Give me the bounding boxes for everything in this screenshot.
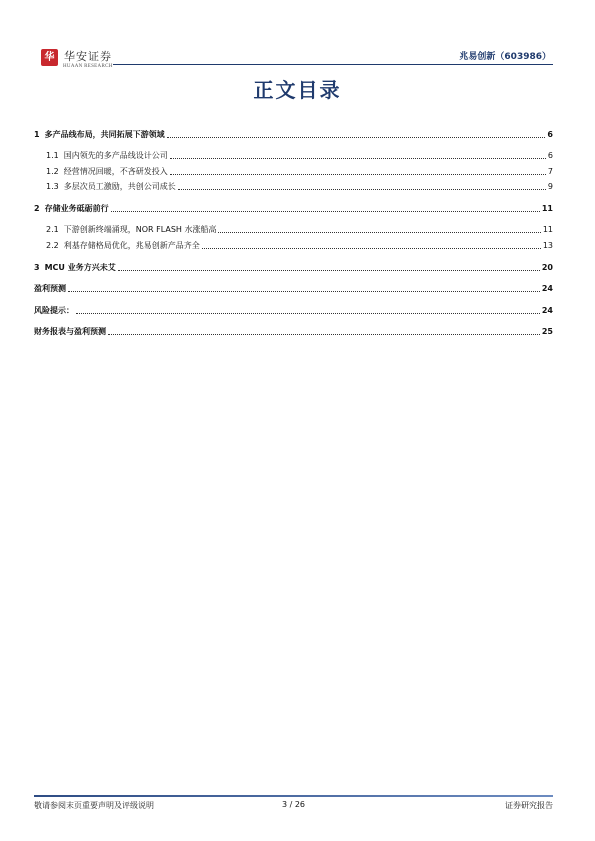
toc-entry[interactable] bbox=[34, 200, 553, 214]
toc-number: 2.2 bbox=[46, 241, 59, 250]
toc-entry[interactable] bbox=[34, 259, 553, 273]
toc-entry[interactable] bbox=[46, 237, 553, 251]
toc-label: 下游创新终端涌现，NOR FLASH 水涨船高 bbox=[63, 225, 217, 234]
toc-label: 多层次员工激励，共创公司成长 bbox=[63, 182, 176, 191]
toc-page: 24 bbox=[541, 306, 553, 315]
page-footer bbox=[34, 800, 553, 814]
header-divider bbox=[113, 64, 553, 65]
logo-text: 华安证券 bbox=[64, 50, 112, 63]
toc-number: 1 bbox=[34, 130, 40, 139]
toc-page: 9 bbox=[547, 182, 553, 191]
toc-label: 经营情况回暖，不吝研发投入 bbox=[63, 167, 168, 176]
toc-number: 2.1 bbox=[46, 225, 59, 234]
toc-label: 财务报表与盈利预测 bbox=[34, 327, 106, 336]
toc-number: 2 bbox=[34, 204, 40, 213]
toc-leader bbox=[170, 173, 546, 175]
toc-entry[interactable] bbox=[34, 280, 553, 294]
footer-divider bbox=[34, 795, 553, 797]
toc-leader bbox=[218, 231, 540, 233]
toc-leader bbox=[118, 269, 540, 271]
toc-page: 25 bbox=[541, 327, 553, 336]
toc-number: 1.1 bbox=[46, 151, 59, 160]
toc-page: 6 bbox=[547, 130, 553, 139]
toc-leader bbox=[167, 136, 546, 138]
page-header bbox=[38, 44, 553, 74]
toc-entry[interactable] bbox=[34, 126, 553, 140]
toc-entry[interactable] bbox=[34, 302, 553, 316]
page-number: 3 / 26 bbox=[281, 800, 306, 809]
toc-leader bbox=[111, 210, 540, 212]
toc-leader bbox=[202, 247, 541, 249]
toc-leader bbox=[76, 312, 540, 314]
toc-page: 24 bbox=[541, 284, 553, 293]
toc-number: 1.3 bbox=[46, 182, 59, 191]
toc-entry[interactable] bbox=[46, 147, 553, 161]
toc-label: 多产品线布局，共同拓展下游领域 bbox=[44, 130, 165, 139]
toc-page: 7 bbox=[547, 167, 553, 176]
report-type: 证券研究报告 bbox=[505, 801, 553, 810]
toc-page: 13 bbox=[542, 241, 553, 250]
toc-page: 20 bbox=[541, 263, 553, 272]
toc-label: 存储业务砥砺前行 bbox=[44, 204, 109, 213]
toc-page: 6 bbox=[547, 151, 553, 160]
toc-page: 11 bbox=[542, 225, 553, 234]
page-title: 正文目录 bbox=[253, 78, 342, 102]
toc-entry[interactable] bbox=[46, 221, 553, 235]
logo-mark-icon: 华 bbox=[41, 49, 58, 66]
footer-disclaimer: 敬请参阅末页重要声明及评级说明 bbox=[34, 801, 154, 810]
toc-number: 1.2 bbox=[46, 167, 59, 176]
logo-subtext: HUAAN RESEARCH bbox=[63, 64, 113, 69]
toc-label: 利基存储格局优化，兆易创新产品齐全 bbox=[63, 241, 200, 250]
toc-leader bbox=[108, 333, 540, 335]
toc-entry[interactable] bbox=[46, 163, 553, 177]
toc-leader bbox=[68, 290, 540, 292]
toc-label: 风险提示： bbox=[34, 306, 74, 315]
toc-label: MCU 业务方兴未艾 bbox=[44, 263, 116, 272]
toc-leader bbox=[170, 157, 546, 159]
toc-entry[interactable] bbox=[34, 323, 553, 337]
toc-entry[interactable] bbox=[46, 178, 553, 192]
company-ticker: 兆易创新（603986） bbox=[459, 52, 551, 62]
toc-label: 盈利预测 bbox=[34, 284, 66, 293]
toc-number: 3 bbox=[34, 263, 40, 272]
toc-leader bbox=[178, 188, 546, 190]
toc-label: 国内领先的多产品线设计公司 bbox=[63, 151, 168, 160]
toc-page: 11 bbox=[541, 204, 553, 213]
